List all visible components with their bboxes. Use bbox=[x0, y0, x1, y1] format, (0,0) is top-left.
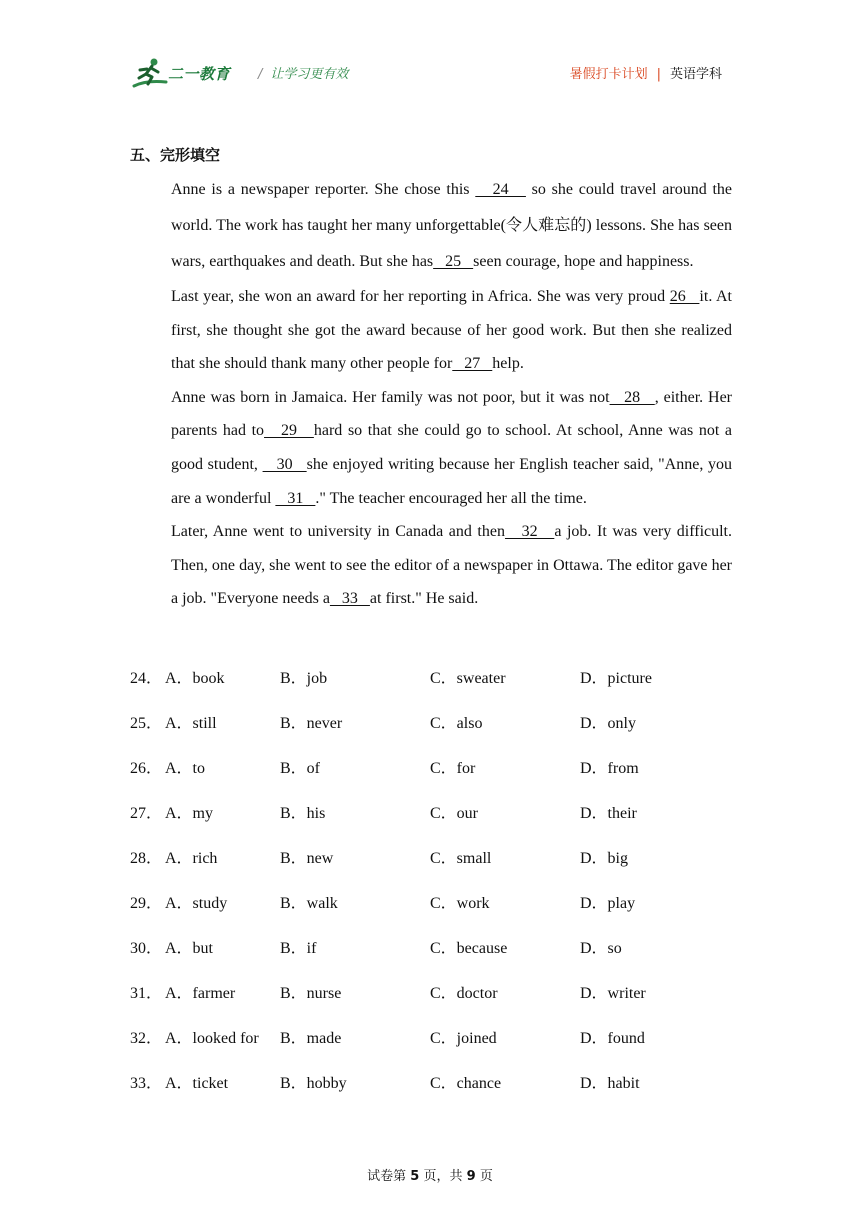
option-c: C．small bbox=[430, 850, 492, 867]
blank-27: 27 bbox=[452, 355, 493, 373]
footer-middle: 页，共 bbox=[423, 1169, 463, 1184]
question-row bbox=[130, 656, 732, 701]
page-footer bbox=[0, 1165, 860, 1184]
question-number: 30． bbox=[130, 940, 163, 957]
option-d: D．so bbox=[580, 940, 622, 957]
option-b: B．job bbox=[280, 670, 328, 687]
text-run: so she could travel around the world. The work has taught her many unforgettable(令人难忘的) lessons. She has seen wars, earthquakes and death. But she has bbox=[171, 181, 733, 270]
option-b: B．never bbox=[280, 715, 343, 732]
option-a: A．to bbox=[165, 760, 206, 777]
question-options bbox=[130, 656, 732, 1106]
paragraph-2 bbox=[130, 280, 732, 381]
text-run: , either. Her parents had to bbox=[171, 388, 733, 440]
option-c: C．joined bbox=[430, 1030, 497, 1047]
option-d: D．from bbox=[580, 760, 639, 777]
text-run: Later, Anne went to university in Canada and then bbox=[171, 523, 505, 541]
subject-label: 英语学科 bbox=[669, 67, 722, 82]
option-a: A．book bbox=[165, 670, 225, 687]
option-b: B．made bbox=[280, 1030, 342, 1047]
option-d: D．their bbox=[580, 805, 637, 822]
option-a: A．looked for bbox=[165, 1030, 259, 1047]
question-row bbox=[130, 1061, 732, 1106]
question-number: 29． bbox=[130, 895, 163, 912]
option-a: A．my bbox=[165, 805, 214, 822]
text-run: ." The teacher encouraged her all the time. bbox=[315, 489, 587, 507]
option-b: B．nurse bbox=[280, 985, 342, 1002]
text-run: it. At first, she thought she got the award because of her good work. But then she realized that she should thank many other people for bbox=[171, 288, 732, 373]
page-header bbox=[130, 56, 730, 92]
option-d: D．found bbox=[580, 1030, 645, 1047]
footer-prefix: 试卷第 bbox=[367, 1169, 407, 1184]
text-run: help. bbox=[492, 355, 524, 373]
logo bbox=[130, 56, 242, 90]
paragraph-3 bbox=[130, 381, 732, 515]
blank-32: 32 bbox=[504, 523, 555, 541]
option-b: B．of bbox=[280, 760, 321, 777]
text-run: she enjoyed writing because her English teacher said, "Anne, you are a wonderful bbox=[171, 455, 733, 507]
option-c: C．for bbox=[430, 760, 476, 777]
question-row bbox=[130, 881, 732, 926]
option-d: D．only bbox=[580, 715, 637, 732]
question-number: 27． bbox=[130, 805, 163, 822]
runner-logo-icon bbox=[130, 56, 170, 90]
option-d: D．habit bbox=[580, 1075, 640, 1092]
footer-suffix: 页 bbox=[479, 1169, 493, 1184]
section-title: 五、完形填空 bbox=[130, 146, 221, 164]
text-run: Anne was born in Jamaica. Her family was not poor, but it was not bbox=[171, 388, 610, 406]
footer-page-number: 5 bbox=[410, 1169, 420, 1184]
option-c: C．because bbox=[430, 940, 508, 957]
option-c: C．chance bbox=[430, 1075, 502, 1092]
blank-26: 26 bbox=[669, 288, 700, 305]
option-a: A．still bbox=[165, 715, 217, 732]
question-row bbox=[130, 836, 732, 881]
blank-29: 29 bbox=[264, 422, 314, 440]
option-a: A．rich bbox=[165, 850, 218, 867]
question-number: 33． bbox=[130, 1075, 163, 1092]
question-number: 25． bbox=[130, 715, 163, 732]
question-row bbox=[130, 1016, 732, 1061]
option-d: D．picture bbox=[580, 670, 652, 687]
option-c: C．work bbox=[430, 895, 490, 912]
slogan-divider: / bbox=[258, 67, 263, 82]
question-row bbox=[130, 746, 732, 791]
question-row bbox=[130, 791, 732, 836]
text-run: Last year, she won an award for her reporting in Africa. She was very proud bbox=[171, 288, 670, 305]
header-right bbox=[570, 63, 722, 82]
question-number: 31． bbox=[130, 985, 163, 1002]
option-c: C．sweater bbox=[430, 670, 506, 687]
option-d: D．writer bbox=[580, 985, 646, 1002]
option-b: B．new bbox=[280, 850, 334, 867]
blank-33: 33 bbox=[329, 590, 370, 608]
cloze-passage bbox=[130, 172, 732, 616]
blank-25: 25 bbox=[433, 253, 474, 270]
text-run: at first." He said. bbox=[369, 590, 479, 608]
text-run: a job. It was very difficult. Then, one day, she went to see the editor of a newspaper in Ottawa. The editor gave her a job. "Everyone needs a bbox=[171, 523, 733, 608]
question-number: 28． bbox=[130, 850, 163, 867]
slogan bbox=[258, 63, 348, 82]
question-row bbox=[130, 926, 732, 971]
blank-31: 31 bbox=[275, 489, 316, 507]
option-b: B．his bbox=[280, 805, 326, 822]
blank-28: 28 bbox=[609, 388, 655, 406]
option-a: A．farmer bbox=[165, 985, 236, 1002]
plan-label: 暑假打卡计划 bbox=[569, 67, 648, 82]
slogan-text: 让学习更有效 bbox=[270, 67, 349, 82]
question-number: 26． bbox=[130, 760, 163, 777]
paragraph-4 bbox=[130, 515, 732, 616]
question-number: 32． bbox=[130, 1030, 163, 1047]
question-row bbox=[130, 971, 732, 1016]
text-run: hard so that she could go to school. At school, Anne was not a good student, bbox=[171, 422, 733, 473]
text-run: seen courage, hope and happiness. bbox=[473, 253, 694, 270]
blank-30: 30 bbox=[262, 455, 307, 473]
option-b: B．walk bbox=[280, 895, 338, 912]
option-d: D．play bbox=[580, 895, 636, 912]
option-b: B．if bbox=[280, 940, 317, 957]
option-a: A．ticket bbox=[165, 1075, 229, 1092]
option-c: C．also bbox=[430, 715, 483, 732]
option-c: C．our bbox=[430, 805, 479, 822]
header-divider: | bbox=[656, 67, 661, 82]
footer-total-pages: 9 bbox=[466, 1169, 476, 1184]
question-row bbox=[130, 701, 732, 746]
question-number: 24． bbox=[130, 670, 163, 687]
logo-text: 二一教育 bbox=[168, 65, 231, 83]
option-c: C．doctor bbox=[430, 985, 498, 1002]
option-a: A．study bbox=[165, 895, 228, 912]
option-d: D．big bbox=[580, 850, 629, 867]
text-run: Anne is a newspaper reporter. She chose this bbox=[171, 181, 476, 198]
paragraph-1 bbox=[130, 172, 732, 280]
option-a: A．but bbox=[165, 940, 214, 957]
option-b: B．hobby bbox=[280, 1075, 347, 1092]
blank-24: 24 bbox=[475, 181, 526, 198]
